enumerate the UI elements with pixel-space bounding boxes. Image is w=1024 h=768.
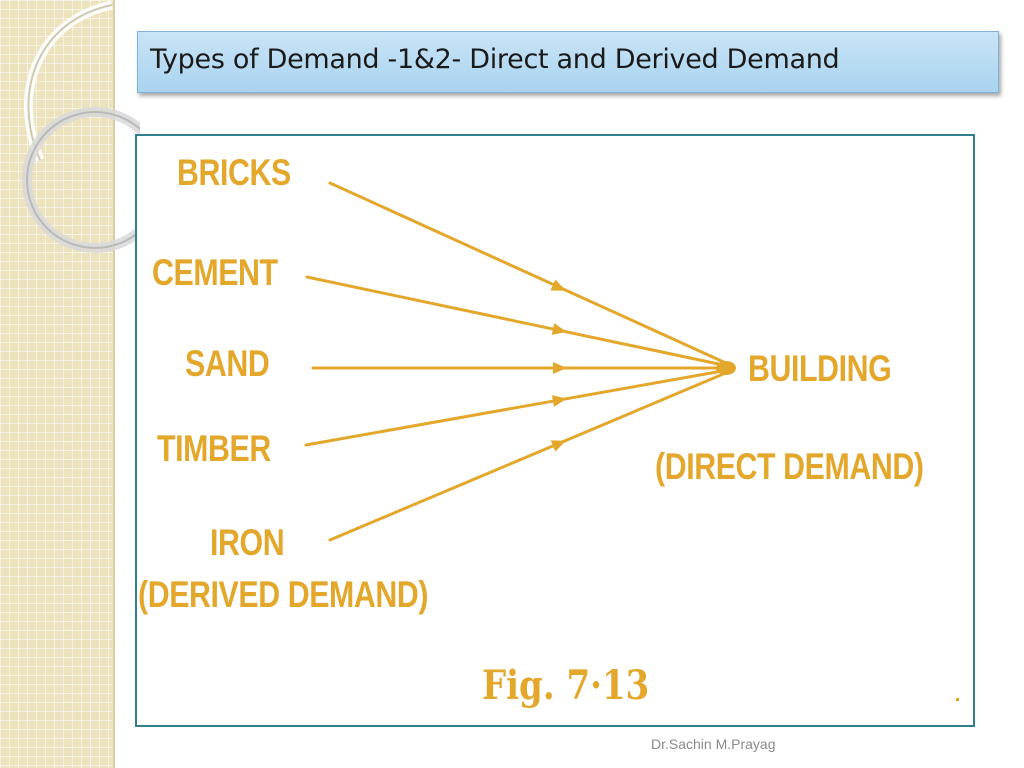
label-timber: TIMBER xyxy=(157,428,271,469)
label-cement: CEMENT xyxy=(152,252,278,293)
convergence-point xyxy=(716,361,736,375)
stray-dot xyxy=(956,698,959,701)
label-iron: IRON xyxy=(210,522,285,563)
arrow-timber xyxy=(306,370,728,445)
label-bricks: BRICKS xyxy=(177,152,291,193)
arrowhead-sand xyxy=(553,362,567,374)
arrowhead-iron xyxy=(551,435,568,451)
label-derived-demand: (DERIVED DEMAND) xyxy=(138,574,429,615)
label-sand: SAND xyxy=(185,343,270,384)
arrow-bricks xyxy=(330,183,728,364)
label-direct-demand: (DIRECT DEMAND) xyxy=(655,446,924,487)
figure-caption: Fig. 7·13 xyxy=(482,662,650,709)
slide-title: Types of Demand -1&2- Direct and Derived Demand xyxy=(150,44,840,75)
arrow-cement xyxy=(307,277,728,366)
slide-footer-author: Dr.Sachin M.Prayag xyxy=(651,736,776,752)
arrowhead-bricks xyxy=(551,280,569,297)
label-building: BUILDING xyxy=(748,348,892,389)
